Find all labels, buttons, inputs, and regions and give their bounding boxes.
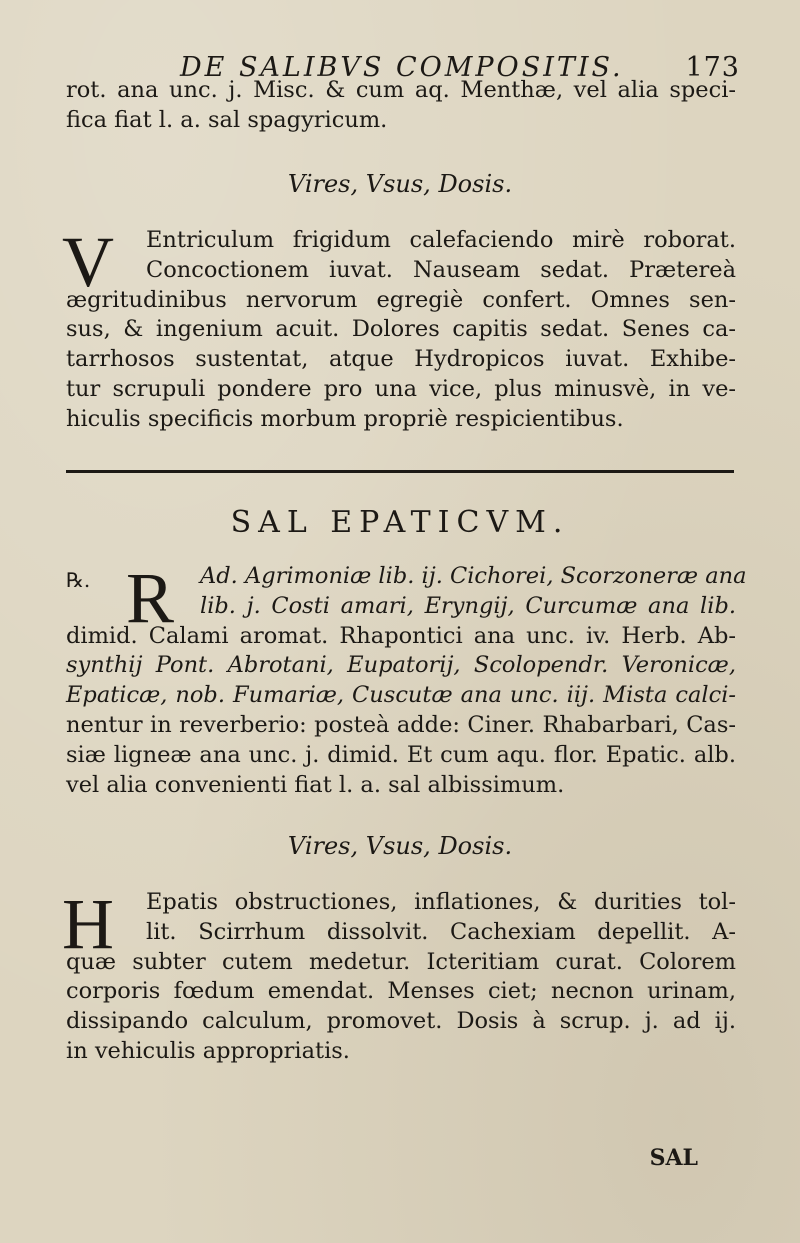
text-line: tarrhosos sustentat, atque Hydropicos iuvat. Exhibe- — [66, 346, 736, 373]
text-line: dimid. Calami aromat. Rhapontici ana unc. iv. Herb. Ab- — [66, 622, 736, 649]
text-line: ægritudinibus nervorum egregiè confert. Omnes sen- — [66, 286, 736, 313]
text-line: Epaticæ, nob. Fumariæ, Cuscutæ ana unc. iij. Mista calci- — [66, 682, 736, 709]
intro-paragraph — [66, 76, 736, 136]
section2-paragraph — [66, 888, 736, 1067]
section-title: SAL EPATICVM. — [230, 505, 570, 540]
text-line: Entriculum frigidum calefaciendo mirè roborat. — [146, 227, 736, 253]
text-line: synthij Pont. Abrotani, Eupatorij, Scolopendr. Veronicæ, — [66, 652, 736, 679]
section-subtitle: Vires, Vsus, Dosis. — [287, 832, 513, 860]
text-line: sus, & ingenium acuit. Dolores capitis sedat. Senes ca- — [66, 316, 736, 343]
text-line: rot. ana unc. j. Misc. & cum aq. Menthæ, vel alia speci- — [66, 77, 736, 103]
section-subtitle: Vires, Vsus, Dosis. — [287, 170, 513, 198]
recipe-symbol: ℞. — [66, 568, 91, 592]
page-number: 173 — [685, 52, 740, 83]
header-title: DE SALIBVS COMPOSITIS. — [180, 52, 624, 83]
text-line: corporis fœdum emendat. Menses ciet; necnon urinam, — [66, 978, 736, 1005]
text-line: fica fiat l. a. sal spagyricum. — [66, 106, 388, 133]
drop-capital: V — [62, 222, 114, 302]
text-line: lib. j. Costi amari, Eryngij, Curcumæ ana lib. — [200, 592, 736, 619]
text-line: lit. Scirrhum dissolvit. Cachexiam depellit. A- — [146, 918, 736, 945]
drop-capital: H — [62, 884, 114, 964]
text-line: Ad. Agrimoniæ lib. ij. Cichorei, Scorzoneræ ana — [200, 563, 747, 589]
horizontal-rule — [66, 470, 734, 473]
text-line: tur scrupuli pondere pro una vice, plus minusvè, in ve- — [66, 375, 736, 402]
text-line: dissipando calculum, promovet. Dosis à scrup. j. ad ij. — [66, 1008, 736, 1035]
text-line: nentur in reverberio: posteà adde: Ciner. Rhabarbari, Cas- — [66, 711, 736, 738]
text-line: siæ ligneæ ana unc. j. dimid. Et cum aqu. flor. Epatic. alb. — [66, 741, 736, 768]
text-line: Epatis obstructiones, inflationes, & durities tol- — [146, 889, 736, 915]
text-line: vel alia convenienti fiat l. a. sal albissimum. — [66, 771, 565, 798]
text-line: quæ subter cutem medetur. Icteritiam curat. Colorem — [66, 948, 736, 975]
text-line: in vehiculis appropriatis. — [66, 1037, 350, 1064]
section2-recipe — [66, 558, 747, 800]
text-line: hiculis specificis morbum propriè respicientibus. — [66, 405, 624, 432]
drop-capital: R — [126, 558, 175, 638]
text-line: Concoctionem iuvat. Nauseam sedat. Prætereà — [146, 256, 736, 283]
section1-paragraph — [66, 226, 736, 435]
catchword: SAL — [649, 1145, 698, 1171]
